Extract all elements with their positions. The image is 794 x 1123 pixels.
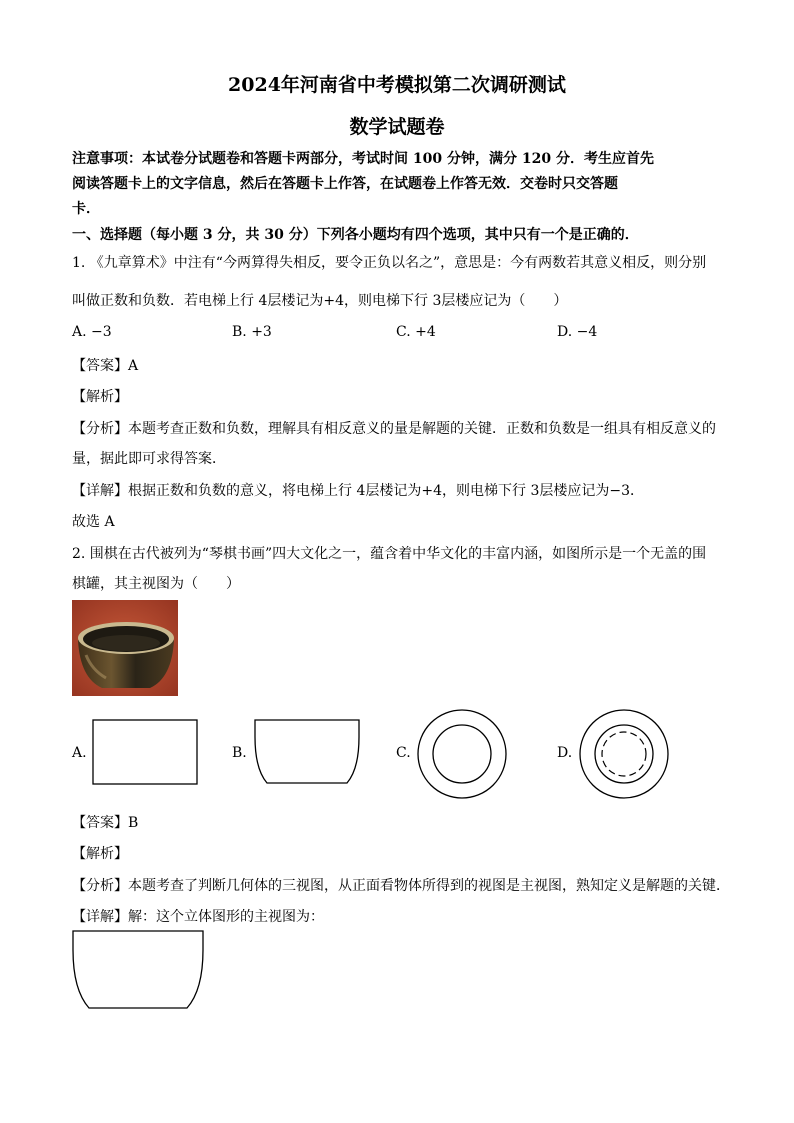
q1-detail: 【详解】根据正数和负数的意义，将电梯上行 4层楼记为+4，则电梯下行 3层楼应记为−3．: [72, 483, 644, 499]
q1-option-d: D. −4: [557, 324, 598, 340]
q2-option-d-circles-dashed: [578, 708, 670, 800]
exam-subtitle: 数学试题卷: [349, 116, 445, 138]
q2-solution-front-view: [72, 930, 204, 1010]
q1-option-a: A. −3: [72, 324, 112, 340]
q2-detail: 【详解】解：这个立体图形的主视图为：: [72, 909, 324, 925]
q2-analysis-head: 【解析】: [72, 846, 128, 862]
q2-option-a-label: A.: [72, 745, 87, 761]
go-jar-photo: [72, 600, 178, 696]
notice-line-2: 阅读答题卡上的文字信息，然后在答题卡上作答，在试题卷上作答无效．交卷时只交答题: [72, 176, 618, 192]
q2-option-b-label: B.: [232, 745, 247, 761]
q2-line-1: 2. 围棋在古代被列为“琴棋书画”四大文化之一，蕴含着中华文化的丰富内涵，如图所示是一个无盖的围: [72, 546, 707, 562]
q1-line-2: 叫做正数和负数．若电梯上行 4层楼记为+4，则电梯下行 3层楼应记为（ ）: [72, 293, 568, 309]
q2-option-d-label: D.: [557, 745, 573, 761]
section-heading: 一、选择题（每小题 3 分，共 30 分）下列各小题均有四个选项，其中只有一个是正确的．: [72, 227, 639, 243]
q2-option-c-label: C.: [396, 745, 411, 761]
notice-line-3: 卡．: [72, 201, 100, 217]
q2-analysis: 【分析】本题考查了判断几何体的三视图，从正面看物体所得到的视图是主视图，熟知定义是解题的关键．: [72, 878, 730, 894]
q1-option-c: C. +4: [396, 324, 436, 340]
q1-line-1: 1. 《九章算术》中注有“今两算得失相反，要令正负以名之”，意思是：今有两数若其意义相反，则分别: [72, 255, 707, 271]
q1-analysis-line-2: 量，据此即可求得答案．: [72, 451, 226, 467]
q2-line-2: 棋罐，其主视图为（ ）: [72, 576, 240, 592]
notice-line-1: 注意事项：本试卷分试题卷和答题卡两部分，考试时间 100 分钟，满分 120 分．考生应首先: [72, 151, 654, 167]
q2-option-c-concentric-circles: [416, 708, 508, 800]
q2-option-b-bowl-view: [254, 719, 360, 785]
q1-option-b: B. +3: [232, 324, 272, 340]
q1-answer: 【答案】A: [72, 358, 139, 374]
q1-choose: 故选 A: [72, 514, 115, 530]
exam-title: 2024年河南省中考模拟第二次调研测试: [228, 74, 566, 96]
q1-analysis-head: 【解析】: [72, 389, 128, 405]
q2-option-a-rectangle: [92, 719, 198, 785]
q2-answer: 【答案】B: [72, 815, 139, 831]
q1-analysis-line-1: 【分析】本题考查正数和负数，理解具有相反意义的量是解题的关键．正数和负数是一组具有相反意义的: [72, 421, 716, 437]
